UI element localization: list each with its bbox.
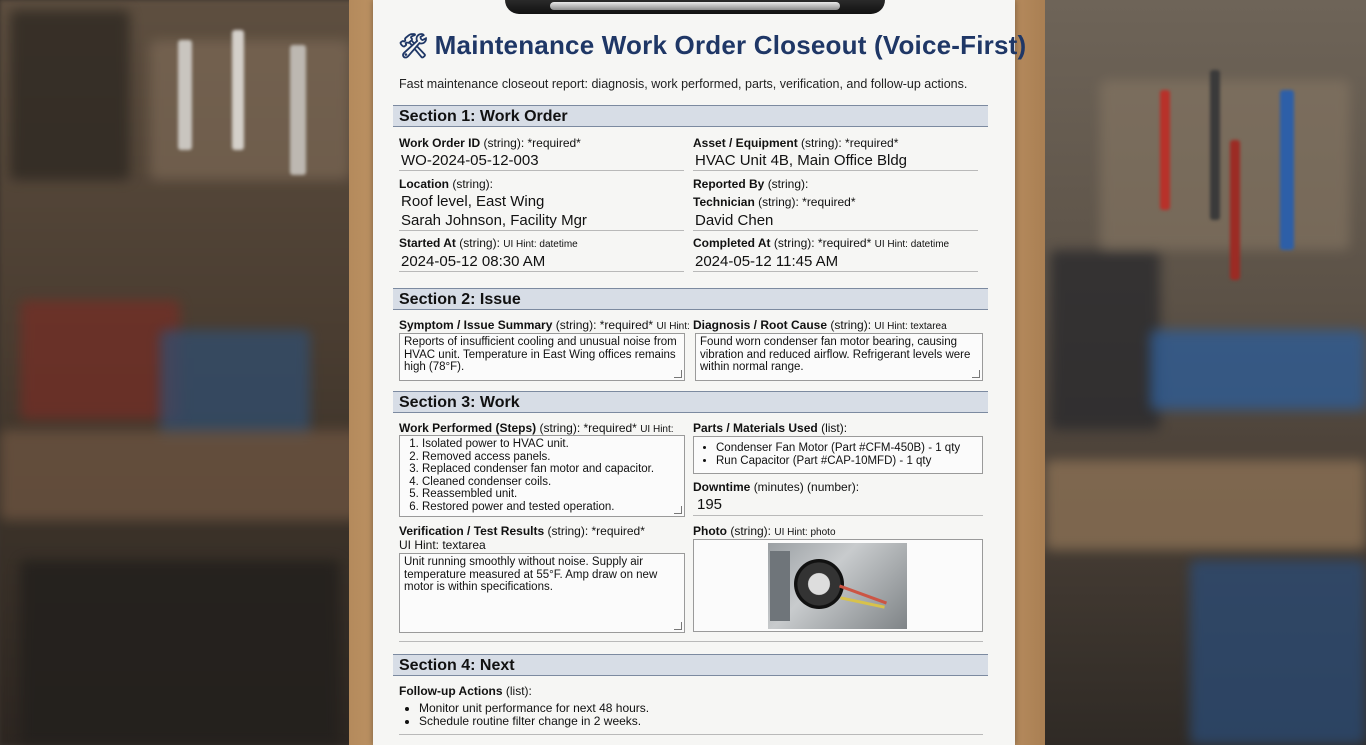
- verification-label: Verification / Test Results (string): *required*: [399, 524, 645, 538]
- downtime-label: Downtime (minutes) (number):: [693, 480, 860, 494]
- resize-handle[interactable]: [972, 370, 980, 378]
- divider: [399, 271, 684, 272]
- work-order-id-field[interactable]: WO-2024-05-12-003: [401, 152, 539, 169]
- diagnosis-label: Diagnosis / Root Cause (string): UI Hint: textarea: [693, 318, 947, 332]
- reported-by-field[interactable]: Sarah Johnson, Facility Mgr: [401, 212, 587, 229]
- list-item: • Run Capacitor (Part #CAP-10MFD) - 1 qty: [716, 455, 978, 468]
- clipboard-clip: [505, 0, 885, 14]
- list-item: • Condenser Fan Motor (Part #CFM-450B) - 1 qty: [716, 442, 978, 455]
- resize-handle[interactable]: [674, 506, 682, 514]
- technician-field[interactable]: David Chen: [695, 212, 774, 229]
- page-subtitle: Fast maintenance closeout report: diagnosis, work performed, parts, verification, and follow-up actions.: [399, 77, 968, 91]
- work-performed-label: Work Performed (Steps) (string): *required* UI Hint:: [399, 421, 674, 435]
- list-item: • Monitor unit performance for next 48 hours.: [419, 702, 649, 715]
- divider: [693, 170, 978, 171]
- page-title: 🛠 Maintenance Work Order Closeout (Voice-First): [398, 30, 1027, 60]
- tools-icon: 🛠: [398, 33, 429, 60]
- completed-at-label: Completed At (string): *required* UI Hint: datetime: [693, 236, 950, 250]
- parts-list-box[interactable]: [693, 436, 983, 474]
- technician-label: Technician (string): *required*: [693, 195, 856, 209]
- list-item: 5. Reassembled unit.: [422, 488, 680, 501]
- section-header-next: Section 4: Next: [393, 654, 988, 676]
- verification-hint: UI Hint: textarea: [399, 538, 486, 552]
- divider: [693, 515, 983, 516]
- divider: [693, 230, 978, 231]
- list-item: • Schedule routine filter change in 2 weeks.: [419, 715, 649, 728]
- follow-up-list[interactable]: [399, 702, 649, 727]
- diagnosis-textarea[interactable]: Found worn condenser fan motor bearing, causing vibration and reduced airflow. Refrigerant levels were within normal range.: [695, 333, 983, 381]
- divider: [399, 734, 983, 735]
- symptom-label: Symptom / Issue Summary (string): *required* UI Hint:: [399, 318, 690, 332]
- section-header-work-order: Section 1: Work Order: [393, 105, 988, 127]
- work-performed-textarea[interactable]: [399, 435, 685, 517]
- downtime-field[interactable]: 195: [697, 496, 723, 513]
- list-item: 1. Isolated power to HVAC unit.: [422, 438, 680, 451]
- follow-up-label: Follow-up Actions (list):: [399, 684, 532, 698]
- photo-label: Photo (string): UI Hint: photo: [693, 524, 836, 538]
- list-item: 4. Cleaned condenser coils.: [422, 476, 680, 489]
- asset-field[interactable]: HVAC Unit 4B, Main Office Bldg: [695, 152, 908, 169]
- resize-handle[interactable]: [674, 370, 682, 378]
- work-order-id-label: Work Order ID (string): *required*: [399, 136, 581, 150]
- location-field[interactable]: Roof level, East Wing: [401, 193, 545, 210]
- section-header-work: Section 3: Work: [393, 391, 988, 413]
- started-at-label: Started At (string): UI Hint: datetime: [399, 236, 578, 250]
- divider: [399, 170, 684, 171]
- location-label: Location (string):: [399, 177, 494, 191]
- symptom-textarea[interactable]: Reports of insufficient cooling and unusual noise from HVAC unit. Temperature in East Wing offices remains high (78°F).: [399, 333, 685, 381]
- verification-textarea[interactable]: Unit running smoothly without noise. Supply air temperature measured at 55°F. Amp draw on new motor is within specifications.: [399, 553, 685, 633]
- parts-list: [698, 442, 978, 467]
- parts-label: Parts / Materials Used (list):: [693, 421, 848, 435]
- divider: [693, 271, 978, 272]
- divider: [399, 641, 983, 642]
- reported-by-label: Reported By (string):: [693, 177, 809, 191]
- motor-photo[interactable]: [768, 543, 907, 629]
- section-header-issue: Section 2: Issue: [393, 288, 988, 310]
- work-steps-list: [404, 438, 680, 513]
- asset-label: Asset / Equipment (string): *required*: [693, 136, 899, 150]
- resize-handle[interactable]: [674, 622, 682, 630]
- divider: [399, 230, 684, 231]
- list-item: 2. Removed access panels.: [422, 451, 680, 464]
- completed-at-field[interactable]: 2024-05-12 11:45 AM: [695, 253, 839, 270]
- list-item: 6. Restored power and tested operation.: [422, 501, 680, 514]
- list-item: 3. Replaced condenser fan motor and capacitor.: [422, 463, 680, 476]
- started-at-field[interactable]: 2024-05-12 08:30 AM: [401, 253, 546, 270]
